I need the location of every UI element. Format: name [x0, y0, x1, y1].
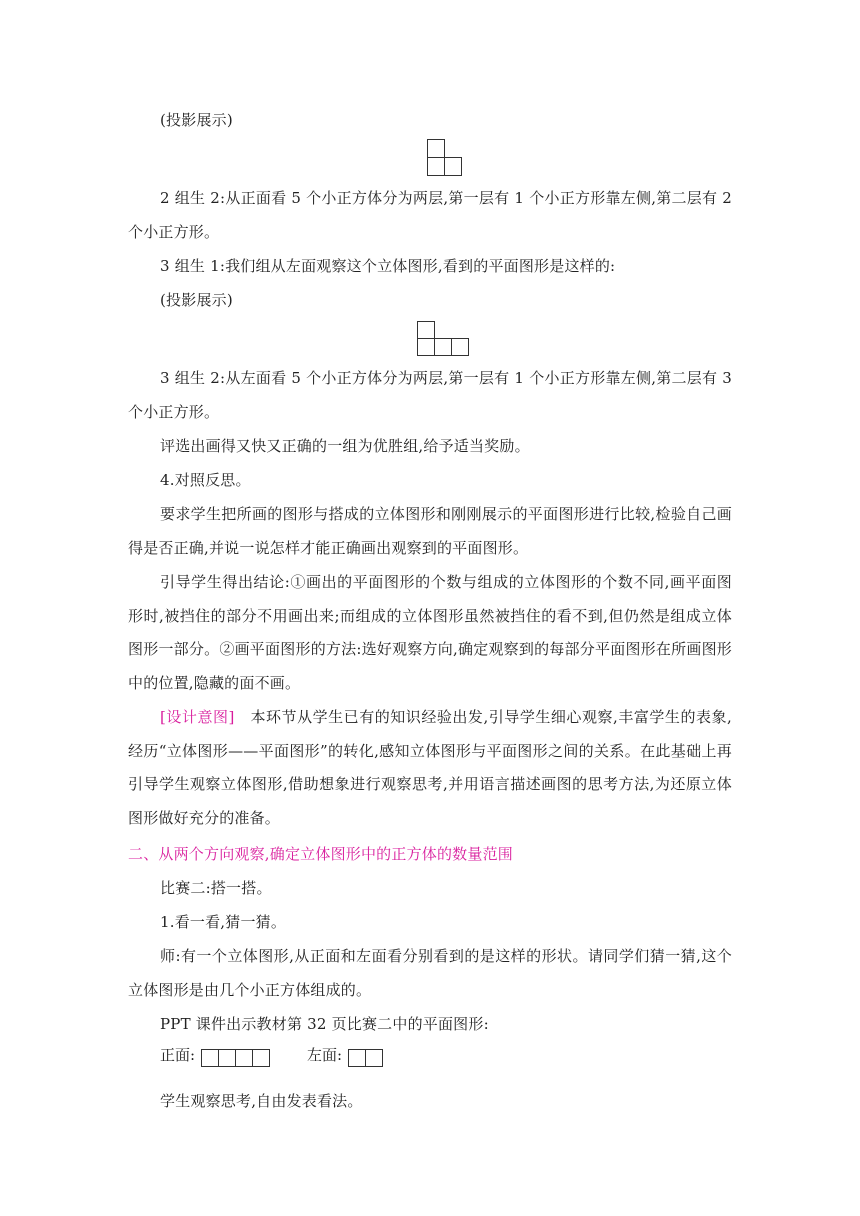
design-intent-text: 本环节从学生已有的知识经验出发,引导学生细心观察,丰富学生的表象,经历“立体图形——平面图形”的转化,感知立体图形与平面图形之间的关系。在此基础上再引导学生观察立体图形,借助想象进行观察思考,并用语言描述画图的思考方法,为还原立体图形做好充分的准备。 — [128, 708, 733, 827]
projection-note-2: (投影展示) — [160, 291, 233, 309]
front-view-row-figure — [201, 1049, 271, 1068]
figure-square — [201, 1049, 219, 1067]
figure-square — [252, 1049, 270, 1067]
figure-square — [348, 1049, 366, 1067]
paragraph-group3-student2: 3 组生 2:从左面看 5 个小正方体分为两层,第一层有 1 个小正方形靠左侧,第二层有 3 个小正方形。 — [128, 369, 732, 421]
figure-square — [417, 338, 435, 356]
paragraph-requirement: 要求学生把所画的图形与搭成的立体图形和刚刚展示的平面图形进行比较,检验自己画得是否正确,并说一说怎样才能正确画出观察到的平面图形。 — [128, 505, 732, 557]
left-view-row-figure — [348, 1049, 384, 1068]
step-compare-reflect: 4.对照反思。 — [160, 471, 251, 489]
design-intent-label: [设计意图] — [160, 708, 235, 726]
figure-square — [427, 157, 445, 176]
figure-square — [434, 338, 452, 356]
paragraph-group3-student1: 3 组生 1:我们组从左面观察这个立体图形,看到的平面图形是这样的: — [160, 257, 616, 275]
figure-square — [365, 1049, 383, 1067]
paragraph-conclusion: 引导学生得出结论:①画出的平面图形的个数与组成的立体图形的个数不同,画平面图形时,被挡住的部分不用画出来;而组成的立体图形虽然被挡住的看不到,但仍然是组成立体图形一部分。②画平面图形的方法:选好观察方向,确定观察到的每部分平面图形在所画图形中的位置,隐藏的面不画。 — [128, 573, 732, 692]
left-view-figure — [417, 321, 471, 357]
figure-square — [235, 1049, 253, 1067]
front-view-figure — [427, 139, 463, 177]
left-label: 左面: — [307, 1046, 343, 1064]
contest-two-title: 比赛二:搭一搭。 — [160, 879, 272, 897]
section-heading-2: 二、从两个方向观察,确定立体图形中的正方体的数量范围 — [128, 845, 513, 863]
paragraph-group2-student2: 2 组生 2:从正面看 5 个小正方体分为两层,第一层有 1 个小正方形靠左侧,第二层有 2 个小正方形。 — [128, 189, 732, 241]
students-discuss: 学生观察思考,自由发表看法。 — [160, 1092, 363, 1110]
figure-square — [427, 139, 445, 158]
teacher-question: 师:有一个立体图形,从正面和左面看分别看到的是这样的形状。请同学们猜一猜,这个立体图形是由几个小正方体组成的。 — [128, 947, 732, 999]
figure-square — [451, 338, 469, 356]
ppt-courseware-note: PPT 课件出示教材第 32 页比赛二中的平面图形: — [160, 1015, 489, 1033]
front-label: 正面: — [160, 1046, 196, 1064]
projection-note-1: (投影展示) — [160, 111, 233, 129]
figure-square — [444, 157, 462, 176]
design-intent-paragraph — [128, 701, 732, 835]
paragraph-evaluation: 评选出画得又快又正确的一组为优胜组,给予适当奖励。 — [160, 437, 530, 455]
figure-square — [417, 321, 435, 339]
figure-square — [218, 1049, 236, 1067]
step-look-guess: 1.看一看,猜一猜。 — [160, 913, 287, 931]
